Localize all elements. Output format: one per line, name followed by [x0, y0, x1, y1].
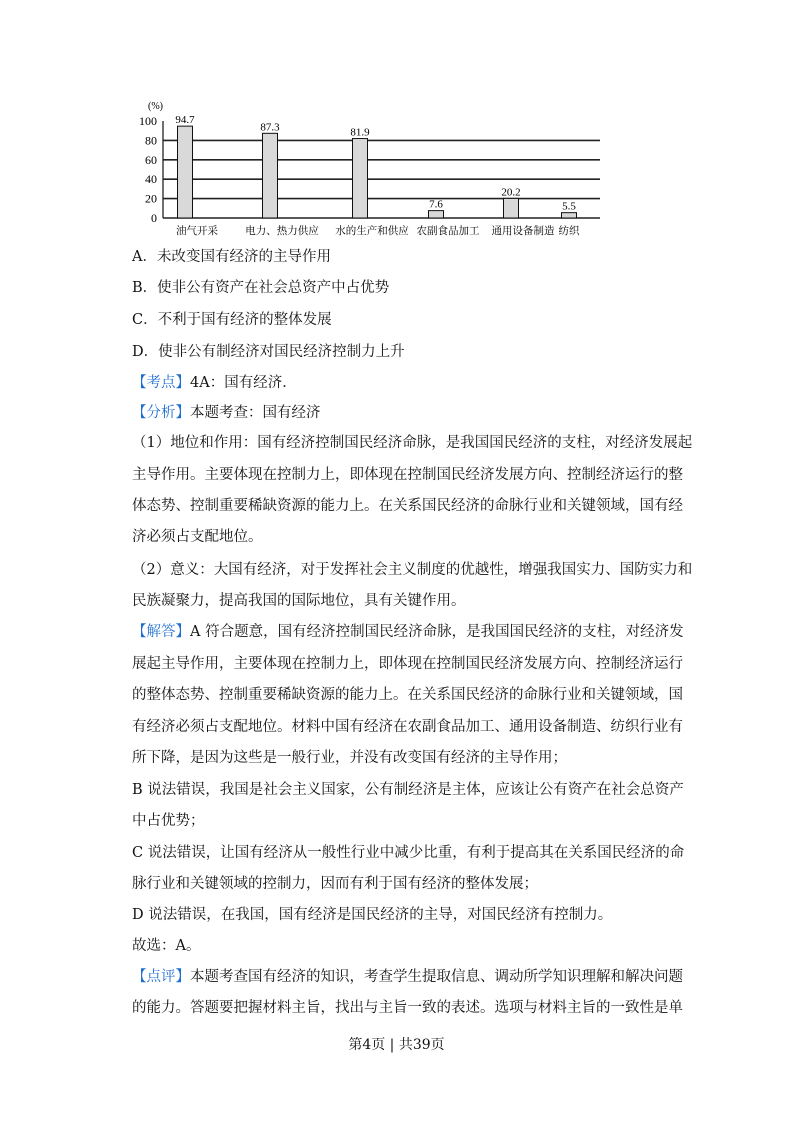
text-content: B 说法错误，我国是社会主义国家，公有制经济是主体，应该让公有资产在社会总资产: [132, 782, 684, 798]
text-content: 济必须占支配地位。: [132, 529, 263, 545]
bar-value-label: 94.7: [175, 114, 195, 127]
text-line: [132, 717, 683, 737]
bar: [178, 126, 193, 218]
bar-value-label: 7.6: [429, 198, 443, 211]
text-line: [132, 591, 676, 611]
text-content: 展起主导作用，主要体现在控制力上，即体现在控制国民经济发展方向、控制经济运行: [132, 656, 683, 672]
text-content: 脉行业和关键领域的控制力，因而有利于国有经济的整体发展；: [132, 876, 538, 892]
text-line: [132, 780, 684, 800]
text-content: 体态势、控制重要稀缺资源的能力上。在关系国民经济的命脉行业和关键领域，国有经: [132, 498, 683, 514]
text-content: 民族凝聚力，提高我国的国际地位，具有关键作用。: [132, 593, 466, 609]
section-label: 【考点】: [132, 375, 190, 391]
bar-value-label: 81.9: [350, 126, 370, 139]
y-axis-unit: (%): [148, 101, 163, 112]
text-content: 中占优势；: [132, 813, 205, 829]
text-line: [132, 465, 683, 485]
text-line: [132, 843, 685, 863]
text-line: [132, 403, 676, 423]
text-line: [132, 496, 683, 516]
x-tick-label: 电力、热力供应: [245, 225, 319, 237]
text-line: [132, 433, 693, 453]
bar-value-label: 20.2: [501, 186, 521, 199]
text-content: 本题考查：国有经济: [190, 405, 321, 421]
text-line: [132, 905, 676, 925]
bar: [263, 133, 278, 218]
text-line: [132, 247, 676, 267]
text-line: [132, 527, 676, 547]
text-line: [132, 967, 683, 987]
text-line: [132, 560, 693, 580]
text-content: 本题考查国有经济的知识，考查学生提取信息、调动所学知识理解和解决问题: [190, 969, 683, 985]
text-content: 的能力。答题要把握材料主旨，找出与主旨一致的表述。选项与材料主旨的一致性是单: [132, 1000, 683, 1016]
text-content: B．使非公有资产在社会总资产中占优势: [132, 280, 390, 296]
bar: [429, 211, 444, 218]
section-label: 【分析】: [132, 405, 190, 421]
text-line: [132, 936, 676, 956]
text-content: （2）意义：大国有经济，对于发挥社会主义制度的优越性，增强我国实力、国防实力和: [132, 562, 693, 578]
section-label: 【点评】: [132, 969, 190, 985]
text-line: [132, 685, 683, 705]
x-tick-label: 油气开采: [176, 225, 218, 237]
y-tick-label: 100: [139, 114, 157, 128]
text-content: D 说法错误，在我国，国有经济是国民经济的主导，对国民经济有控制力。: [132, 907, 613, 923]
text-content: 所下降，是因为这些是一般行业，并没有改变国有经济的主导作用；: [132, 750, 567, 766]
text-content: D．使非公有制经济对国民经济控制力上升: [132, 344, 405, 360]
text-line: [132, 342, 676, 362]
text-line: [132, 998, 683, 1018]
text-line: [132, 310, 676, 330]
page-footer: 第4页 | 共39页: [348, 1037, 445, 1053]
bar: [504, 198, 519, 218]
text-content: A．未改变国有经济的主导作用: [132, 249, 331, 265]
text-content: 的整体态势、控制重要稀缺资源的能力上。在关系国民经济的命脉行业和关键领域，国: [132, 687, 683, 703]
x-tick-label: 农副食品加工: [416, 225, 480, 237]
x-tick-label: 水的生产和供应: [335, 225, 409, 237]
text-content: C．不利于国有经济的整体发展: [132, 312, 332, 328]
text-content: （1）地位和作用：国有经济控制国民经济命脉，是我国国民经济的支柱，对经济发展起: [132, 435, 693, 451]
text-line: [132, 748, 676, 768]
text-content: 故选：A。: [132, 938, 201, 954]
x-tick-label: 纺织: [558, 225, 580, 237]
y-tick-label: 80: [145, 133, 157, 148]
text-content: 有经济必须占支配地位。材料中国有经济在农副食品加工、通用设备制造、纺织行业有: [132, 719, 683, 735]
bar-chart: [130, 95, 610, 240]
text-line: [132, 654, 683, 674]
bar-value-label: 87.3: [260, 121, 280, 134]
y-tick-label: 60: [145, 152, 157, 167]
bar: [353, 139, 368, 218]
text-line: [132, 874, 676, 894]
text-content: 4A：国有经济．: [190, 375, 297, 391]
text-content: 主导作用。主要体现在控制力上，即体现在控制国民经济发展方向、控制经济运行的整: [132, 467, 683, 483]
text-line: [132, 373, 676, 393]
y-tick-label: 20: [145, 191, 157, 206]
text-content: C 说法错误，让国有经济从一般性行业中减少比重，有利于提高其在关系国民经济的命: [132, 845, 685, 861]
y-tick-label: 40: [145, 172, 157, 187]
section-label: 【解答】: [132, 624, 190, 640]
text-line: [132, 811, 676, 831]
text-line: [132, 622, 684, 642]
text-line: [132, 278, 676, 298]
y-tick-label: 0: [151, 211, 157, 225]
bar: [562, 213, 577, 218]
bar-value-label: 5.5: [562, 200, 576, 213]
text-content: A 符合题意，国有经济控制国民经济命脉，是我国国民经济的支柱，对经济发: [190, 624, 684, 640]
x-tick-label: 通用设备制造: [491, 225, 555, 237]
